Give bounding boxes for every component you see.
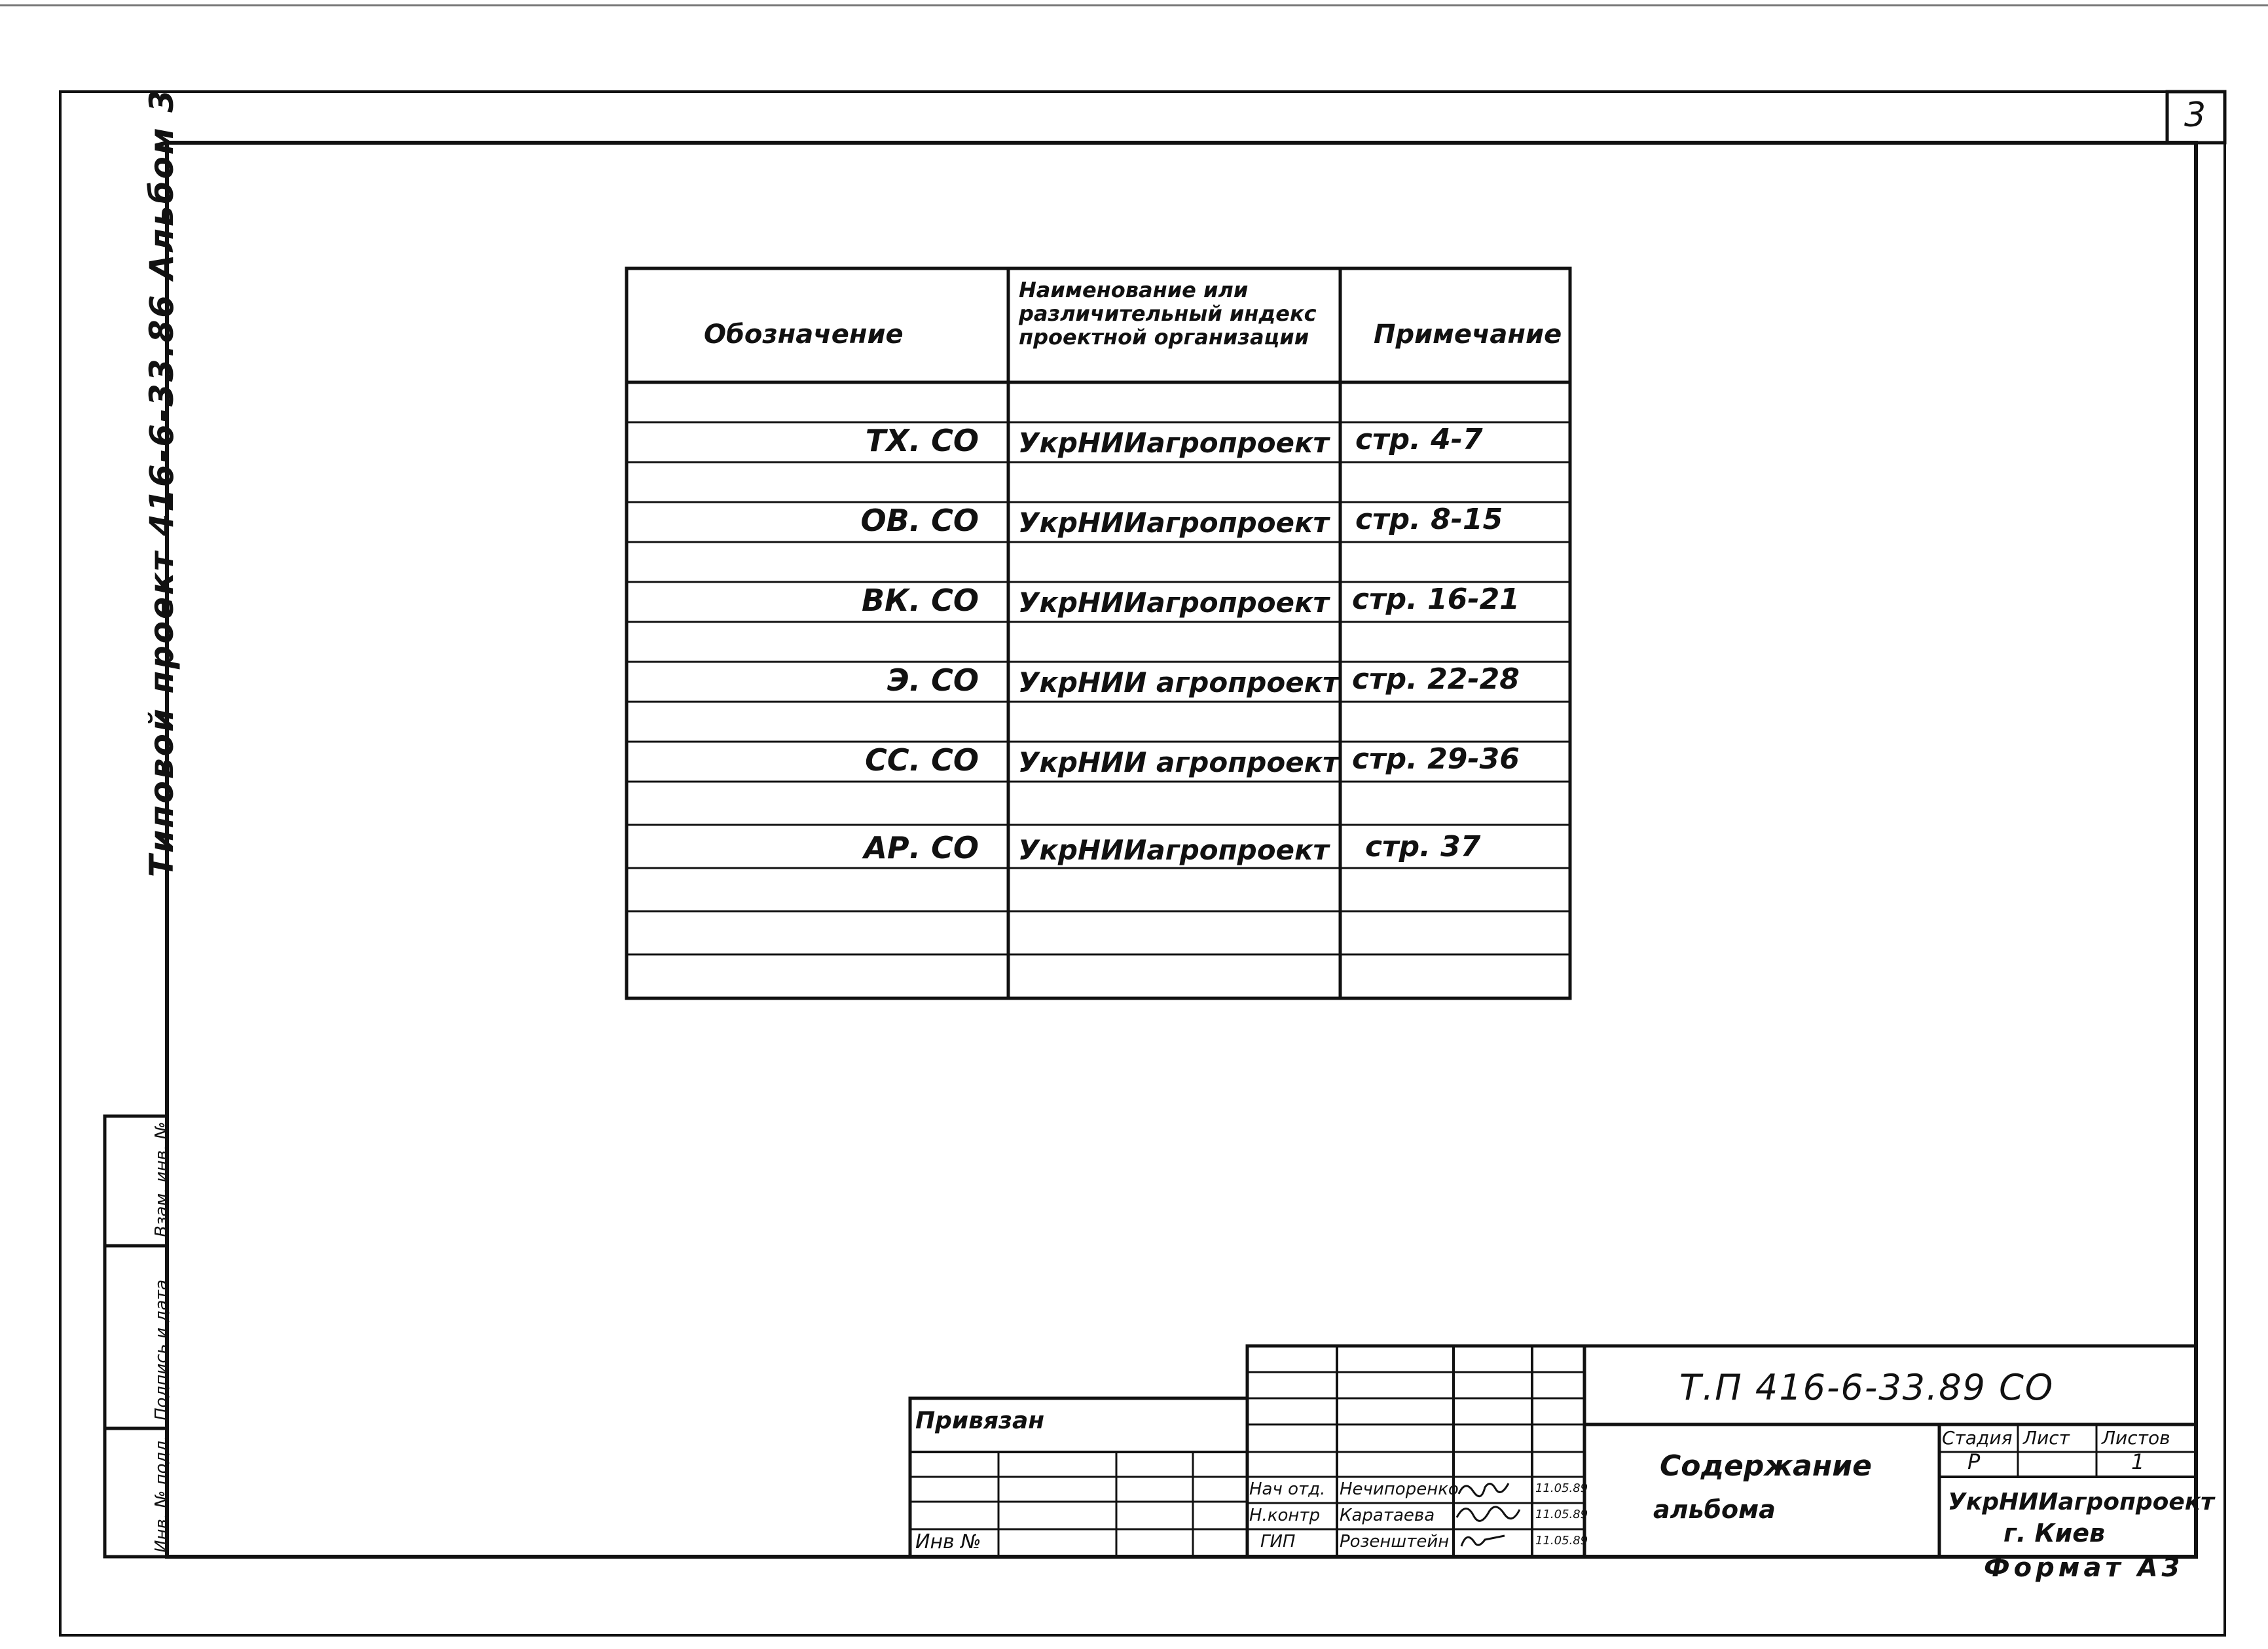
document-code: Т.П 416-6-33.89 СО xyxy=(1679,1367,2055,1408)
side-project-label: Типовой проект 416-6-33.86 Альбом 3 xyxy=(143,88,181,877)
role-label: Нач отд. xyxy=(1249,1479,1326,1499)
table-row-note: стр. 4-7 xyxy=(1355,423,1483,456)
header-note: Примечание xyxy=(1374,319,1562,350)
sheet-number: 3 xyxy=(2184,96,2206,135)
table-row-note: стр. 29-36 xyxy=(1352,742,1520,776)
format-label: Формат А3 xyxy=(1984,1553,2184,1583)
document-title-line2: альбома xyxy=(1653,1495,1776,1524)
table-row-designation: ВК. СО xyxy=(861,583,979,618)
table-row-org: УкрНИИагропроект xyxy=(1018,507,1329,539)
table-row-designation: ОВ. СО xyxy=(860,503,979,538)
binding-inv: Инв № xyxy=(915,1531,981,1553)
table-row-designation: СС. СО xyxy=(865,742,979,778)
table-row-designation: ТХ. СО xyxy=(865,423,979,458)
table-row-org: УкрНИИагропроект xyxy=(1018,834,1329,866)
role-label: ГИП xyxy=(1260,1532,1296,1551)
sheet-label: Лист xyxy=(2023,1427,2070,1449)
organization-name: УкрНИИагропроект xyxy=(1948,1489,2215,1515)
header-designation: Обозначение xyxy=(704,319,904,350)
role-date: 11.05.89 xyxy=(1535,1508,1588,1521)
table-row-note: стр. 16-21 xyxy=(1352,583,1520,616)
table-row-org: УкрНИИ агропроект xyxy=(1018,746,1339,778)
sheets-label: Листов xyxy=(2102,1427,2170,1449)
table-row-org: УкрНИИагропроект xyxy=(1018,427,1329,459)
document-title-line1: Содержание xyxy=(1660,1449,1872,1483)
table-row-designation: Э. СО xyxy=(887,662,979,698)
role-label: Н.контр xyxy=(1249,1506,1321,1525)
header-name: Наименование или различительный индекс проектной организации xyxy=(1019,278,1317,350)
stage-value: Р xyxy=(1967,1449,1981,1474)
table-row-note: стр. 8-15 xyxy=(1355,503,1503,536)
side-stamp-podpis-data: Подпись и дата xyxy=(152,1279,172,1421)
table-row-org: УкрНИИ агропроект xyxy=(1018,666,1339,698)
side-stamp-vzam-inv: Взам. инв. № xyxy=(152,1121,172,1237)
side-stamp-inv-podl: Инв. № подл. xyxy=(152,1435,172,1553)
role-name: Розенштейн xyxy=(1340,1532,1450,1551)
role-date: 11.05.89 xyxy=(1535,1534,1588,1548)
role-name: Каратаева xyxy=(1340,1506,1435,1525)
sheets-value: 1 xyxy=(2131,1449,2145,1474)
table-row-org: УкрНИИагропроект xyxy=(1018,587,1329,619)
role-date: 11.05.89 xyxy=(1535,1481,1588,1495)
stage-label: Стадия xyxy=(1942,1427,2013,1449)
table-row-note: стр. 37 xyxy=(1365,830,1481,863)
binding-title: Привязан xyxy=(915,1407,1045,1434)
table-row-designation: АР. СО xyxy=(864,830,979,865)
organization-city: г. Киев xyxy=(2003,1519,2106,1548)
table-row-note: стр. 22-28 xyxy=(1352,662,1520,696)
role-name: Нечипоренко xyxy=(1340,1479,1459,1499)
